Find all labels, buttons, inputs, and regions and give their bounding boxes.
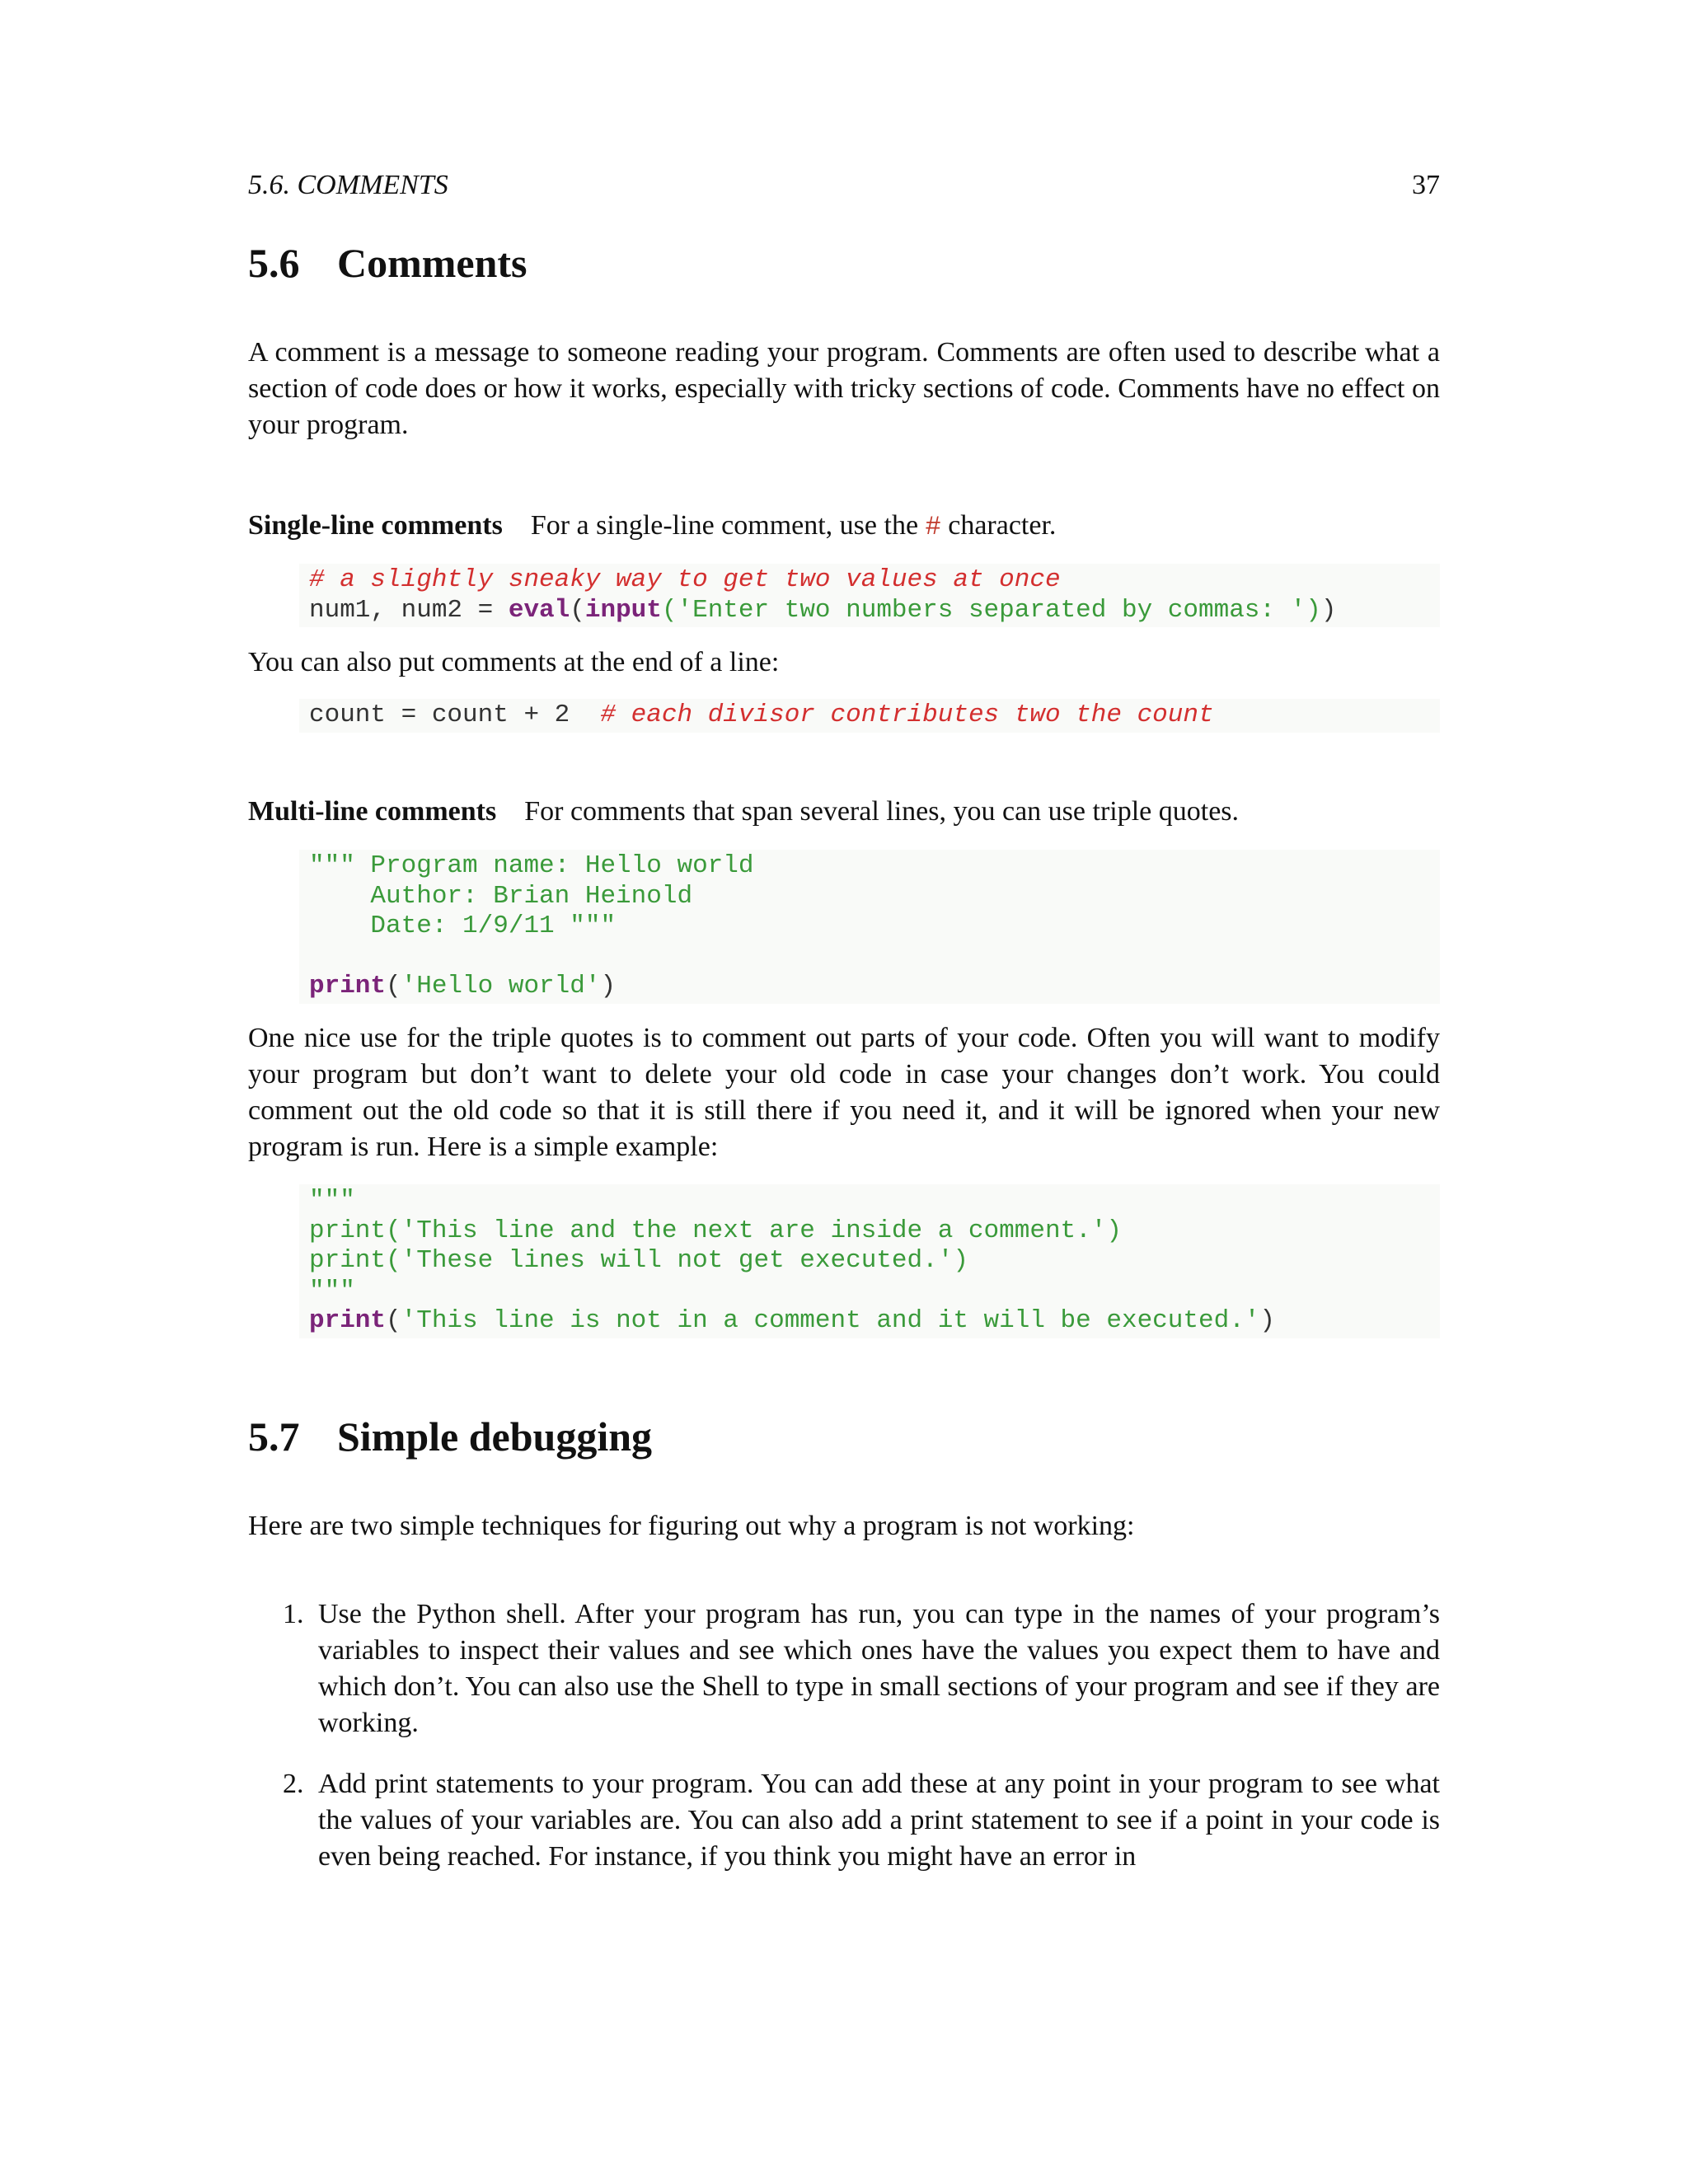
running-header	[248, 170, 1440, 211]
code-text: )	[1259, 1306, 1276, 1335]
code-block-commented-out	[299, 1184, 1440, 1338]
code-block-count	[299, 699, 1440, 733]
code-line: """	[309, 1276, 355, 1305]
code-line: """ Program name: Hello world	[309, 851, 754, 880]
code-line: print('These lines will not get executed.')	[309, 1246, 968, 1275]
code-line	[309, 972, 1430, 1002]
section-heading-comments	[248, 239, 528, 287]
triple-quotes-paragraph: One nice use for the triple quotes is to comment out parts of your code. Often you will want to modify your program but don’t want to delete your old code in case your changes don’t work. You could comment out the old code so that it is still there if you need it, and it will be ignored when your new program is run. Here is a simple example:	[248, 1023, 1440, 1162]
debugging-intro-paragraph: Here are two simple techniques for figuring out why a program is not working:	[248, 1511, 1135, 1541]
code-keyword: print	[309, 972, 387, 1001]
single-line-heading: Single-line comments	[248, 510, 503, 541]
code-line: """	[309, 1186, 355, 1215]
list-item	[283, 1766, 1440, 1875]
code-line	[309, 1306, 1430, 1337]
comments-intro-paragraph: A comment is a message to someone reading your program. Comments are often used to describe what a section of code does or how it works, especially with tricky sections of code. Comments have no effect on your program.	[248, 337, 1440, 440]
list-item	[283, 1596, 1440, 1741]
running-section-title: 5.6. COMMENTS	[248, 170, 448, 200]
code-text: )	[1320, 595, 1337, 625]
code-string: 'Hello world'	[401, 972, 601, 1001]
code-line	[309, 596, 1430, 626]
code-text: count = count + 2	[309, 701, 601, 729]
code-line: # a slightly sneaky way to get two values at once	[309, 565, 1061, 594]
code-blank-line	[309, 942, 1430, 972]
code-line: Author: Brian Heinold	[309, 881, 693, 911]
single-line-text-before: For a single-line comment, use the	[530, 510, 926, 541]
single-line-text-after: character.	[940, 510, 1057, 541]
end-of-line-comment-paragraph: You can also put comments at the end of a line:	[248, 647, 780, 677]
list-item-text: Add print statements to your program. You can add these at any point in your program to see what the values of your variables are. You can also add a print statement to see if a point in your code is even being reached. For instance, if you think you might have an error in	[318, 1769, 1440, 1872]
code-text: (	[386, 1306, 401, 1335]
code-line: Date: 1/9/11 """	[309, 912, 617, 940]
code-block-hello-world	[299, 850, 1440, 1004]
section-heading-simple-debugging	[248, 1413, 652, 1460]
list-marker: 1.	[283, 1599, 304, 1629]
section-title: Comments	[337, 240, 528, 286]
code-string: 'This line is not in a comment and it will be executed.'	[401, 1306, 1260, 1335]
code-text: (	[570, 595, 585, 625]
multi-line-heading: Multi-line comments	[248, 796, 497, 827]
section-number: 5.6	[248, 240, 300, 286]
section-title: Simple debugging	[337, 1413, 653, 1460]
multi-line-text: For comments that span several lines, you can use triple quotes.	[524, 796, 1240, 827]
code-line: print('This line and the next are inside a comment.')	[309, 1216, 1122, 1245]
code-keyword: print	[309, 1306, 387, 1335]
section-number: 5.7	[248, 1413, 300, 1460]
code-string: ('Enter two numbers separated by commas: ')	[661, 595, 1321, 625]
page-number: 37	[1412, 170, 1440, 200]
code-keyword: input	[584, 595, 662, 625]
code-text: )	[600, 972, 617, 1001]
code-keyword: eval	[508, 595, 570, 625]
code-block-eval-input	[299, 564, 1440, 627]
code-line	[309, 701, 1430, 731]
code-comment: # each divisor contributes two the count	[600, 701, 1214, 729]
code-text: (	[386, 972, 401, 1001]
list-marker: 2.	[283, 1769, 304, 1799]
hash-symbol: #	[925, 512, 941, 542]
code-text: num1, num2 =	[309, 595, 509, 625]
list-item-text: Use the Python shell. After your program has run, you can type in the names of your program’s variables to inspect their values and see which ones have the values you expect them to have and which don’t. You can also use the Shell to type in small sections of your program and see if they are working.	[318, 1599, 1440, 1738]
single-line-comments-lead	[248, 510, 1056, 542]
multi-line-comments-lead	[248, 796, 1239, 827]
